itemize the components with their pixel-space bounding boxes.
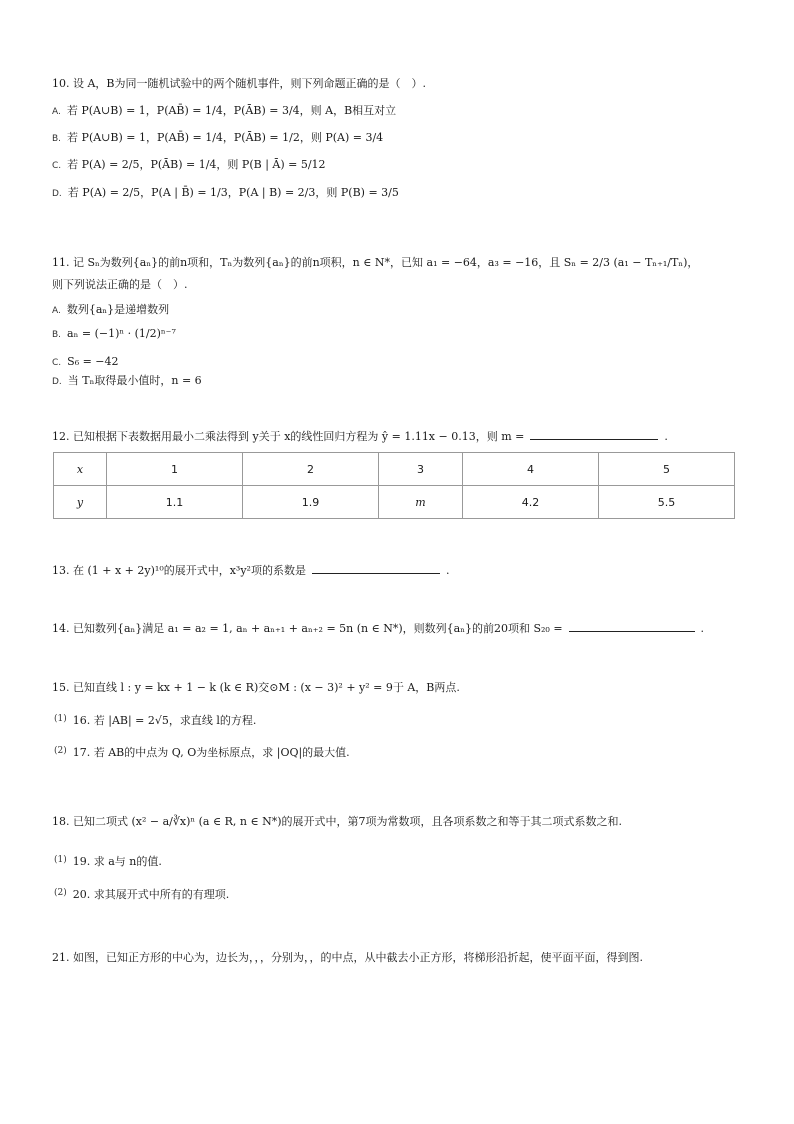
q18-sub-2 (54, 888, 229, 903)
sub-text: 20. 求其展开式中所有的有理项. (72, 888, 230, 901)
table-cell: x (54, 453, 107, 486)
sub-label: (1) (54, 714, 67, 724)
option-text: 当 Tₙ取得最小值时，n = 6 (67, 374, 202, 387)
stem-tail: . (445, 564, 450, 577)
table-cell: 2 (243, 453, 379, 486)
option-label: B. (52, 330, 62, 340)
option-label: B. (52, 134, 62, 144)
data-table (53, 452, 735, 519)
question-15-stem: 15. 已知直线 l : y = kx + 1 − k (k ∈ R)交⊙M : (x − 3)² + y² = 9于 A，B两点. (52, 681, 460, 694)
table-cell: 3 (378, 453, 462, 486)
option-label: C. (52, 358, 62, 368)
stem-tail: . (664, 430, 668, 443)
option-label: D. (52, 377, 62, 387)
q10-option-b[interactable] (52, 131, 383, 146)
question-11-stem: 11. 记 Sₙ为数列{aₙ}的前n项和，Tₙ为数列{aₙ}的前n项积，n ∈ N*，已知 a₁ = −64，a₃ = −16，且 Sₙ = 2/3 (a₁ − Tₙ₊₁/Tₙ)， (52, 256, 699, 269)
q15-sub-2 (54, 746, 350, 761)
table-cell: 5 (599, 453, 735, 486)
q11-option-a[interactable] (52, 303, 169, 318)
sub-text: 17. 若 AB的中点为 Q, O为坐标原点，求 |OQ|的最大值. (72, 746, 350, 759)
option-text: 若 P(A) = 2/5，P(A | B̄) = 1/3，P(A | B) = 2/3，则 P(B) = 3/5 (67, 186, 399, 199)
option-text: 若 P(A∪B) = 1，P(AB̄) = 1/4，P(ĀB) = 1/2，则 P(A) = 3/4 (67, 131, 384, 144)
table-row (54, 453, 735, 486)
table-cell: y (54, 486, 107, 519)
q11-option-b[interactable] (52, 327, 176, 342)
sub-label: (2) (54, 746, 67, 756)
sub-text: 19. 求 a与 n的值. (72, 855, 162, 868)
table-cell: 4 (463, 453, 599, 486)
question-21-stem: 21. 如图，已知正方形的中心为，边长为，，，分别为，，的中点，从中截去小正方形，将梯形沿折起，使平面平面，得到图. (52, 951, 643, 964)
option-label: A. (52, 306, 61, 316)
question-13-stem (52, 563, 449, 578)
sub-label: (1) (54, 855, 67, 865)
table-cell: 4.2 (463, 486, 599, 519)
table-cell: 1.1 (107, 486, 243, 519)
table-cell: 5.5 (599, 486, 735, 519)
question-10-stem: 10. 设 A，B为同一随机试验中的两个随机事件，则下列命题正确的是（ ）. (52, 77, 427, 90)
answer-blank[interactable] (312, 563, 440, 574)
question-11-stem-cont: 则下列说法正确的是（ ）. (52, 278, 188, 291)
q10-option-c[interactable] (52, 158, 326, 173)
table-cell: m (378, 486, 462, 519)
option-label: C. (52, 161, 62, 171)
option-label: A. (52, 107, 61, 117)
question-18-stem: 18. 已知二项式 (x² − a/∛x)ⁿ (a ∈ R, n ∈ N*)的展开式中，第7项为常数项，且各项系数之和等于其二项式系数之和. (52, 815, 623, 828)
question-text: 13. 在 (1 + x + 2y)¹⁰的展开式中，x³y²项的系数是 (52, 564, 306, 577)
q10-option-a[interactable] (52, 104, 396, 119)
answer-blank[interactable] (530, 429, 658, 440)
table-row (54, 486, 735, 519)
stem-tail: . (700, 622, 705, 635)
option-label: D. (52, 189, 62, 199)
table-cell: 1 (107, 453, 243, 486)
question-text: 14. 已知数列{aₙ}满足 a₁ = a₂ = 1, aₙ + aₙ₊₁ + aₙ₊₂ = 5n (n ∈ N*)，则数列{aₙ}的前20项和 S₂₀ = (52, 622, 563, 635)
question-12-stem (52, 429, 668, 444)
q10-option-d[interactable] (52, 186, 399, 201)
option-text: 若 P(A∪B) = 1，P(AB̄) = 1/4，P(ĀB) = 3/4，则 A，B相互对立 (66, 104, 397, 117)
answer-blank[interactable] (569, 621, 695, 632)
question-text: 12. 已知根据下表数据用最小二乘法得到 y关于 x的线性回归方程为 ŷ = 1.11x − 0.13，则 m = (52, 430, 525, 443)
option-text: aₙ = (−1)ⁿ · (1/2)ⁿ⁻⁷ (67, 327, 176, 340)
q18-sub-1 (54, 855, 162, 870)
q11-option-d[interactable] (52, 374, 202, 389)
option-text: S₆ = −42 (67, 355, 119, 368)
option-text: 数列{aₙ}是递增数列 (66, 303, 170, 316)
option-text: 若 P(A) = 2/5，P(ĀB) = 1/4，则 P(B | Ā) = 5/12 (67, 158, 326, 171)
sub-label: (2) (54, 888, 67, 898)
sub-text: 16. 若 |AB| = 2√5，求直线 l的方程. (72, 714, 257, 727)
table-cell: 1.9 (243, 486, 379, 519)
q15-sub-1 (54, 714, 256, 729)
q11-option-c[interactable] (52, 355, 119, 370)
question-14-stem (52, 621, 704, 636)
